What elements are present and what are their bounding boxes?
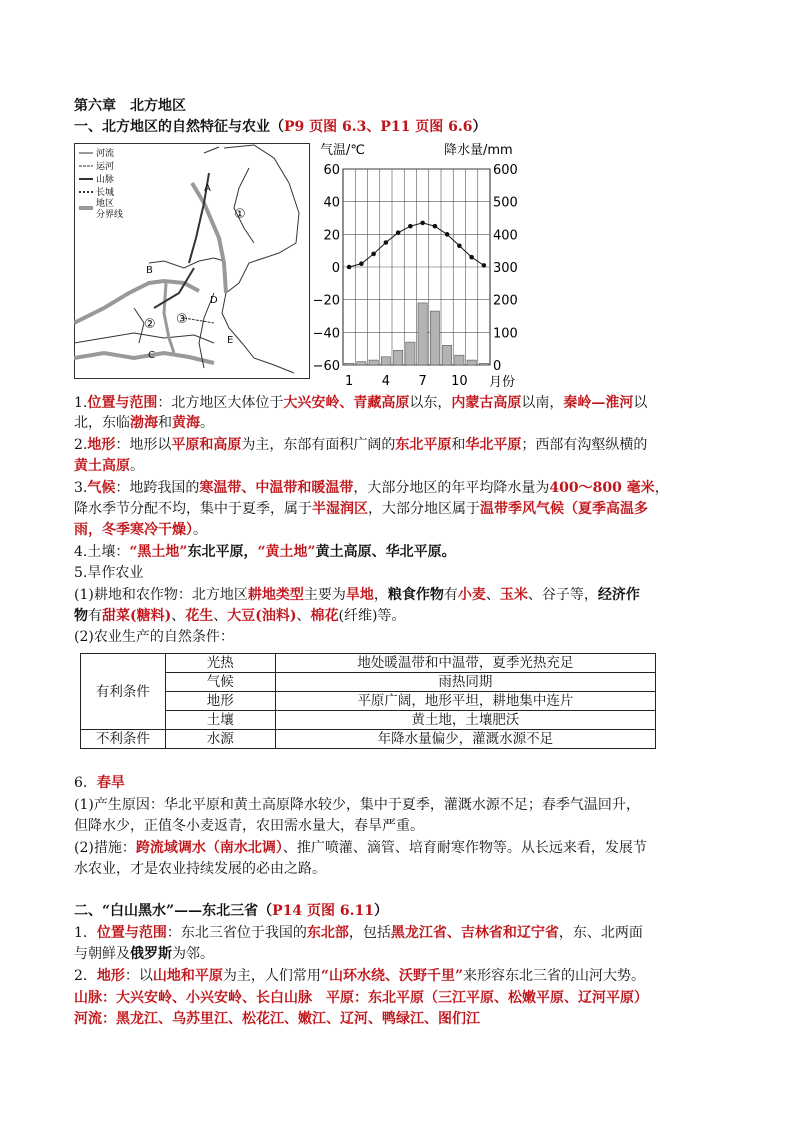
s2-line3: [74, 966, 645, 986]
s2-plains: 平原：东北平原（三江平原、松嫩平原、辽河平原）: [312, 990, 648, 1006]
p6-line2: 但降水少，正值冬小麦返青，农田需水量大，春旱严重。: [74, 818, 424, 834]
p3-line3: [74, 520, 207, 540]
p5-line2: [74, 606, 405, 626]
temperature-point: [420, 221, 425, 226]
p2-text3: 和: [451, 437, 466, 453]
p5-key4: 小麦: [457, 587, 486, 603]
p2-text2: 为主，东部有面积广阔的: [241, 437, 396, 453]
p3-key5: 雨，冬季寒冷干燥）: [74, 522, 193, 538]
legend-river: 河流: [96, 149, 115, 159]
p3-key4: 温带季风气候（夏季高温多: [480, 501, 648, 517]
p3-num: 3.: [74, 480, 88, 496]
table-factor: 光热: [165, 654, 275, 673]
p5-key9: 花生: [185, 608, 214, 624]
p3-text6: 。: [193, 522, 207, 538]
left-tick-label: −40: [312, 326, 340, 342]
precipitation-bar: [467, 360, 476, 365]
x-tick-label: 1: [344, 374, 354, 389]
table-factor: 土壤: [165, 711, 275, 730]
p3-text2: ，大部分地区的年平均降水量为: [353, 480, 550, 496]
s2-key2: 黑龙江省、吉林省和辽宁省: [390, 925, 559, 941]
p1-key4: 渤海: [130, 415, 158, 431]
s2-line1: [74, 923, 643, 943]
p1-num: 1.: [74, 395, 88, 411]
p5-key2: 旱地: [345, 587, 374, 603]
p4-text3: 黄土高原、华北平原。: [315, 544, 456, 560]
s2-text5: 为邻。: [172, 946, 214, 962]
table-row: [81, 654, 656, 673]
p5-line3: (2)农业生产的自然条件：: [74, 629, 234, 645]
chart-x-axis-label: 月份: [489, 375, 516, 389]
p1-text3: 以南，: [521, 395, 564, 411]
p5-key10: 大豆(油料): [227, 608, 297, 624]
s2-text2: ，包括: [348, 925, 391, 941]
legend-canal: 运河: [96, 162, 115, 172]
chart-left-ticks: [313, 163, 340, 374]
precipitation-bar: [455, 355, 464, 365]
p5-text3: ，: [373, 587, 388, 603]
map-region-1: ①: [234, 207, 246, 222]
p1-key3: 秦岭—淮河: [563, 395, 634, 411]
chapter-title: 第六章 北方地区: [74, 98, 186, 114]
p1-text1: ：北方地区大体位于: [157, 395, 284, 411]
p2-text4: ；西部有沟壑纵横的: [521, 437, 648, 453]
p2-num: 2.: [74, 437, 88, 453]
s2-key5: “山环水绕、沃野千里”: [320, 968, 464, 984]
s2-line2: [74, 944, 214, 964]
p5-key3: 粮食作物: [387, 587, 444, 603]
chart-x-ticks: [345, 374, 468, 389]
right-tick-label: 200: [493, 293, 518, 309]
p6-term: 春旱: [96, 775, 125, 791]
p3-text4: 降水季节分配不均，集中于夏季，属于: [74, 501, 312, 517]
p5-key11: 棉花: [310, 608, 339, 624]
p3-key1: 寒温带、中温带和暖温带: [199, 480, 354, 496]
p3-line2: [74, 499, 648, 519]
s2-num2: 2．: [74, 968, 97, 984]
chart-left-axis-label: 气温/℃: [320, 143, 365, 158]
precipitation-bar: [394, 350, 403, 365]
s2-text6: ：以: [124, 968, 153, 984]
table-desc: 雨热同期: [275, 673, 655, 692]
legend-mountain: 山脉: [96, 175, 115, 185]
p3-line1: [74, 478, 669, 498]
precipitation-bar: [418, 303, 427, 365]
p6-line3: [74, 838, 647, 858]
temperature-point: [347, 265, 352, 270]
temperature-point: [384, 240, 389, 245]
p2-key2: 东北平原: [395, 437, 452, 453]
map-region-2: ②: [144, 317, 156, 332]
s2-text1: ：东北三省位于我国的: [166, 925, 307, 941]
table-row: [81, 673, 656, 692]
p1-line1: [74, 393, 647, 413]
p1-text6: 和: [158, 415, 172, 431]
p2-text1: ：地形以: [115, 437, 172, 453]
right-tick-label: 600: [493, 163, 518, 178]
p2-line2: [74, 456, 144, 476]
s2-term2: 地形: [96, 968, 125, 984]
temperature-point: [482, 263, 487, 268]
table-row: [81, 711, 656, 730]
table-desc: 平原广阔，地形平坦，耕地集中连片: [275, 692, 655, 711]
temperature-point: [371, 252, 376, 257]
climate-chart: [312, 139, 522, 389]
p5-text1: (1)耕地和农作物：北方地区: [74, 587, 248, 603]
precipitation-bar: [443, 345, 452, 365]
right-tick-label: 100: [493, 326, 518, 342]
p3-key3: 半湿润区: [312, 501, 368, 517]
p5-key7: 物: [74, 608, 88, 624]
p5-text9: 、: [213, 608, 228, 624]
right-tick-label: 300: [493, 261, 518, 276]
s2-line4: [74, 988, 648, 1008]
table-factor: 地形: [165, 692, 275, 711]
p1-term: 位置与范围: [87, 395, 158, 411]
p5-title: 5.旱作农业: [74, 565, 144, 581]
p5-text6: 、谷子等，: [527, 587, 598, 603]
table-desc: 地处暖温带和中温带，夏季光热充足: [275, 654, 655, 673]
p1-key2: 内蒙古高原: [451, 395, 522, 411]
unfavorable-label: 不利条件: [81, 730, 166, 749]
left-tick-label: −20: [312, 293, 340, 309]
s2-key1: 东北部: [306, 925, 349, 941]
section1-figure-ref: P9 页图 6.3、P11 页图 6.6: [284, 119, 473, 135]
p1-key1: 大兴安岭、青藏高原: [283, 395, 410, 411]
map-label-a: A: [204, 183, 211, 194]
p6-text2: 、推广喷灌、滴管、培育耐寒作物等。从长远来看，发展节: [282, 840, 647, 856]
temperature-point: [445, 232, 450, 237]
temperature-point: [433, 224, 438, 229]
chart-grid: [343, 169, 490, 365]
s2-rivers: 河流：黑龙江、乌苏里江、松花江、嫩江、辽河、鸭绿江、图们江: [74, 1011, 480, 1027]
p3-term: 气候: [87, 480, 116, 496]
legend-great-wall: 长城: [96, 188, 115, 198]
right-tick-label: 0: [493, 359, 502, 374]
left-tick-label: 20: [323, 228, 340, 244]
section2-title-text: 二、“白山黑水”——东北三省（: [74, 903, 273, 919]
s2-mountains: 山脉：大兴安岭、小兴安岭、长白山脉: [74, 990, 312, 1006]
p6-line4: 水农业，才是农业持续发展的必由之路。: [74, 861, 326, 877]
left-tick-label: −60: [312, 359, 340, 374]
precipitation-bar: [381, 357, 390, 365]
p4-key2: “黄土地”: [257, 544, 316, 560]
p1-line2: [74, 413, 214, 433]
p1-text2: 以东，: [409, 395, 452, 411]
p1-text5: 北，东临: [74, 415, 130, 431]
p5-text8: 、: [171, 608, 186, 624]
p2-key4: 黄土高原: [74, 458, 130, 474]
north-region-map: [74, 143, 310, 379]
s2-text8: 来形容东北三省的山河大势。: [463, 968, 646, 984]
p5-key8: 甜菜(糖料): [102, 608, 172, 624]
p4-text1: 4.土壤：: [74, 544, 130, 560]
x-tick-label: 10: [451, 374, 468, 389]
section2-title: [74, 901, 388, 921]
section1-title-end: ）: [472, 119, 487, 135]
p5-key1: 耕地类型: [247, 587, 304, 603]
p4-line: [74, 542, 456, 562]
precipitation-bar: [406, 342, 415, 365]
map-label-e: E: [227, 335, 234, 346]
p5-text4: 有: [443, 587, 458, 603]
right-tick-label: 500: [493, 195, 518, 211]
s2-num1: 1．: [74, 925, 97, 941]
legend-boundary: 分界线: [96, 210, 124, 220]
table-factor: 气候: [165, 673, 275, 692]
p1-text4: 以: [633, 395, 648, 411]
left-tick-label: 0: [331, 261, 340, 276]
p6-key1: 跨流域调水（南水北调）: [135, 840, 283, 856]
x-tick-label: 4: [381, 374, 391, 389]
p2-text5: 。: [130, 458, 144, 474]
s2-term1: 位置与范围: [96, 925, 167, 941]
chart-right-axis-label: 降水量/mm: [444, 143, 513, 158]
map-label-b: B: [146, 265, 153, 276]
s2-key3: 俄罗斯: [130, 946, 172, 962]
precipitation-bar: [430, 311, 439, 365]
left-tick-label: 40: [323, 195, 340, 211]
left-tick-label: 60: [323, 163, 340, 178]
p5-line1: [74, 585, 640, 605]
table-desc: 黄土地，土壤肥沃: [275, 711, 655, 730]
p5-text2: 主要为: [303, 587, 346, 603]
s2-text4: 与朝鲜及: [74, 946, 130, 962]
precipitation-bar: [369, 360, 378, 365]
conditions-table: [80, 653, 656, 749]
temperature-point: [359, 261, 364, 266]
table-row: [81, 730, 656, 749]
p6-line1: (1)产生原因：华北平原和黄土高原降水较少，集中于夏季，灌溉水源不足；春季气温回升，: [74, 797, 640, 813]
table-row: [81, 692, 656, 711]
p5-text7: 有: [88, 608, 102, 624]
p6-title: [74, 773, 125, 793]
p1-text7: 。: [200, 415, 214, 431]
map-label-d: D: [210, 295, 218, 306]
p5-key6: 经济作: [597, 587, 640, 603]
legend-region: 地区: [96, 199, 115, 209]
p4-text2: 东北平原，: [187, 544, 258, 560]
temperature-point: [408, 224, 413, 229]
table-factor: 水源: [165, 730, 275, 749]
p2-line1: [74, 435, 647, 455]
chart-right-ticks: [493, 163, 518, 374]
p5-text10: 、: [296, 608, 311, 624]
favorable-label: 有利条件: [81, 654, 166, 730]
p6-num: 6．: [74, 775, 97, 791]
precipitation-bar: [357, 362, 366, 365]
precipitation-bar: [479, 363, 488, 365]
x-tick-label: 7: [418, 374, 427, 389]
map-region-3: ③: [176, 312, 188, 327]
temperature-point: [396, 230, 401, 235]
temperature-point: [457, 243, 462, 248]
s2-text3: ，东、北两面: [558, 925, 643, 941]
p3-key2: 400～800 毫米: [549, 480, 655, 496]
precipitation-bar: [345, 363, 354, 365]
p2-key1: 平原和高原: [171, 437, 242, 453]
p3-text3: ，: [654, 480, 669, 496]
table-desc: 年降水量偏少，灌溉水源不足: [275, 730, 655, 749]
p2-term: 地形: [87, 437, 116, 453]
p5-key5: 玉米: [499, 587, 528, 603]
p4-key1: “黑土地”: [129, 544, 188, 560]
p2-key3: 华北平原: [465, 437, 522, 453]
p3-text5: ，大部分地区属于: [368, 501, 480, 517]
section2-figure-ref: P14 页图 6.11: [272, 903, 374, 919]
p5-text11: (纤维)等。: [338, 608, 406, 624]
temperature-point: [469, 255, 474, 260]
section2-title-end: ）: [373, 903, 388, 919]
p5-text5: 、: [485, 587, 500, 603]
section1-title: [74, 117, 487, 137]
p1-key5: 黄海: [172, 415, 200, 431]
section1-title-text: 一、北方地区的自然特征与农业（: [74, 119, 284, 135]
map-label-c: C: [148, 350, 155, 361]
s2-text7: 为主，人们常用: [222, 968, 321, 984]
p3-text1: ：地跨我国的: [115, 480, 200, 496]
s2-key4: 山地和平原: [152, 968, 223, 984]
right-tick-label: 400: [493, 228, 518, 244]
p6-text1: (2)措施：: [74, 840, 136, 856]
